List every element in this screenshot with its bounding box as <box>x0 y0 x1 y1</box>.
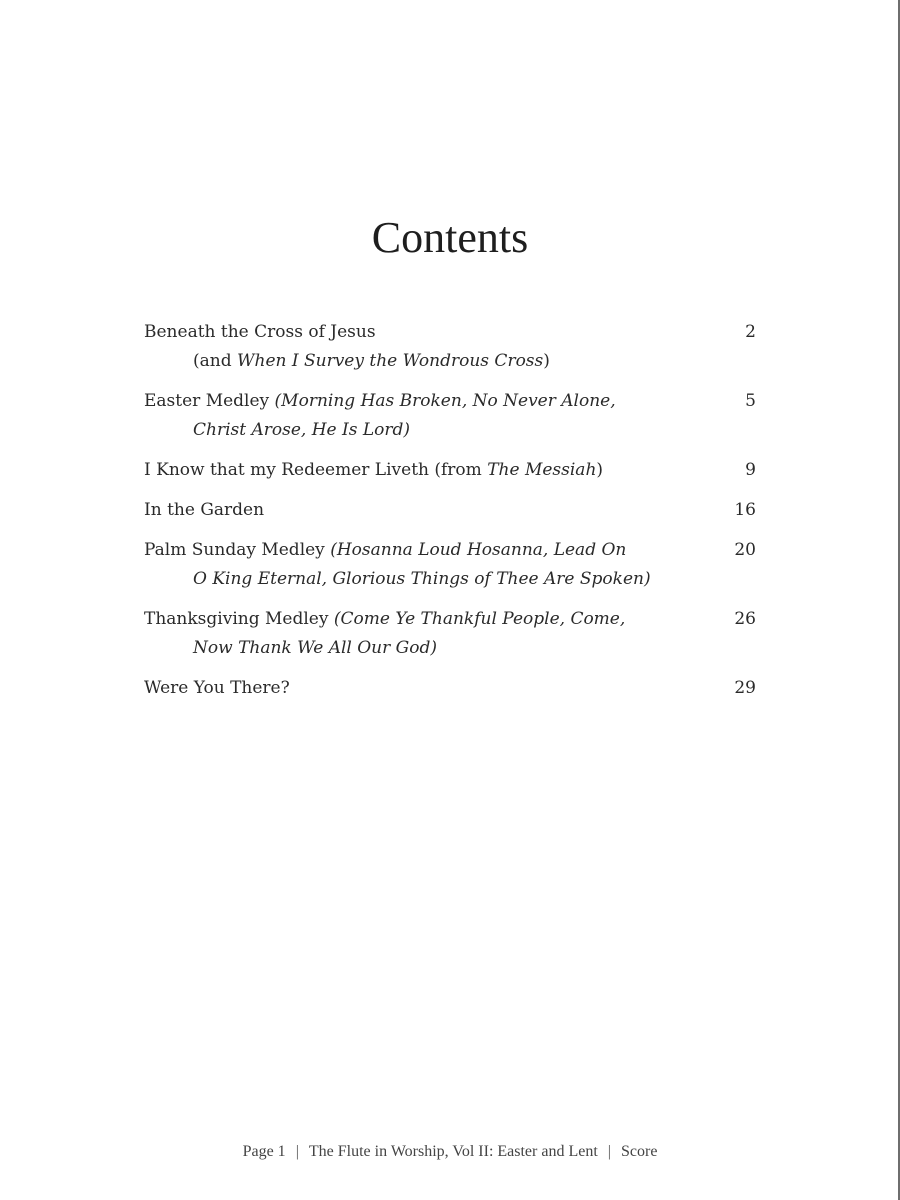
toc-entry-title-text: Palm Sunday Medley <box>144 540 331 560</box>
toc-entry-subtitle-pre: (and <box>193 351 238 371</box>
toc-entry-title-italic: The Messiah <box>487 460 597 480</box>
toc-entry-in-the-garden[interactable] <box>144 496 756 525</box>
page-footer <box>0 1140 900 1164</box>
toc-entry-subtitle <box>144 634 756 663</box>
toc-entry-title-text: Were You There? <box>144 678 290 698</box>
toc-entry-subtitle-italic: Now Thank We All Our God) <box>193 638 437 658</box>
toc-entry-title <box>144 674 756 703</box>
toc-entry-subtitle-italic: Christ Arose, He Is Lord) <box>193 420 411 440</box>
toc-page-number: 9 <box>745 460 756 480</box>
toc-page-number: 16 <box>734 500 756 520</box>
toc-entry-title-text: Easter Medley <box>144 391 275 411</box>
page-title: Contents <box>371 213 529 262</box>
footer-book-title: The Flute in Worship, Vol II: Easter and Lent <box>308 1143 598 1160</box>
toc-entry-title <box>144 387 756 416</box>
toc-entry-i-know-that-my-redeemer[interactable] <box>144 456 756 485</box>
toc-entry-title-text: In the Garden <box>144 500 265 520</box>
toc-entry-palm-sunday-medley[interactable] <box>144 536 756 594</box>
toc-entry-subtitle <box>144 565 756 594</box>
footer-page-label: Page 1 <box>242 1143 286 1160</box>
toc-entry-title-post: ) <box>596 460 604 480</box>
toc-entry-subtitle <box>144 416 756 445</box>
toc-entry-subtitle-post: ) <box>543 351 550 371</box>
toc-entry-title <box>144 536 756 565</box>
toc-entry-title-italic: (Come Ye Thankful People, Come, <box>333 609 626 629</box>
toc-page-number: 26 <box>734 609 756 629</box>
toc-entry-easter-medley[interactable] <box>144 387 756 445</box>
toc-page-number: 2 <box>745 322 756 342</box>
toc-entry-title <box>144 605 756 634</box>
toc-entry-title-text: I Know that my Redeemer Liveth (from <box>144 460 488 480</box>
footer-edition: Score <box>620 1143 658 1160</box>
toc-entry-subtitle-italic: O King Eternal, Glorious Things of Thee Are Spoken) <box>193 569 651 589</box>
footer-separator: | <box>295 1143 299 1160</box>
toc-entry-were-you-there[interactable] <box>144 674 756 703</box>
toc-entry-thanksgiving-medley[interactable] <box>144 605 756 663</box>
toc-page-number: 5 <box>745 391 756 411</box>
table-of-contents <box>144 318 756 714</box>
toc-entry-title <box>144 318 756 347</box>
toc-entry-title <box>144 456 756 485</box>
toc-entry-subtitle-italic: When I Survey the Wondrous Cross <box>237 351 544 371</box>
toc-entry-subtitle <box>144 347 756 376</box>
toc-page-number: 29 <box>734 678 756 698</box>
toc-entry-title-italic: (Hosanna Loud Hosanna, Lead On <box>330 540 627 560</box>
toc-entry-title-text: Thanksgiving Medley <box>144 609 334 629</box>
toc-entry-beneath-the-cross[interactable] <box>144 318 756 376</box>
toc-entry-title-text: Beneath the Cross of Jesus <box>144 322 376 342</box>
toc-entry-title <box>144 496 756 525</box>
footer-separator: | <box>607 1143 611 1160</box>
toc-entry-title-italic: (Morning Has Broken, No Never Alone, <box>274 391 616 411</box>
toc-page-number: 20 <box>734 540 756 560</box>
